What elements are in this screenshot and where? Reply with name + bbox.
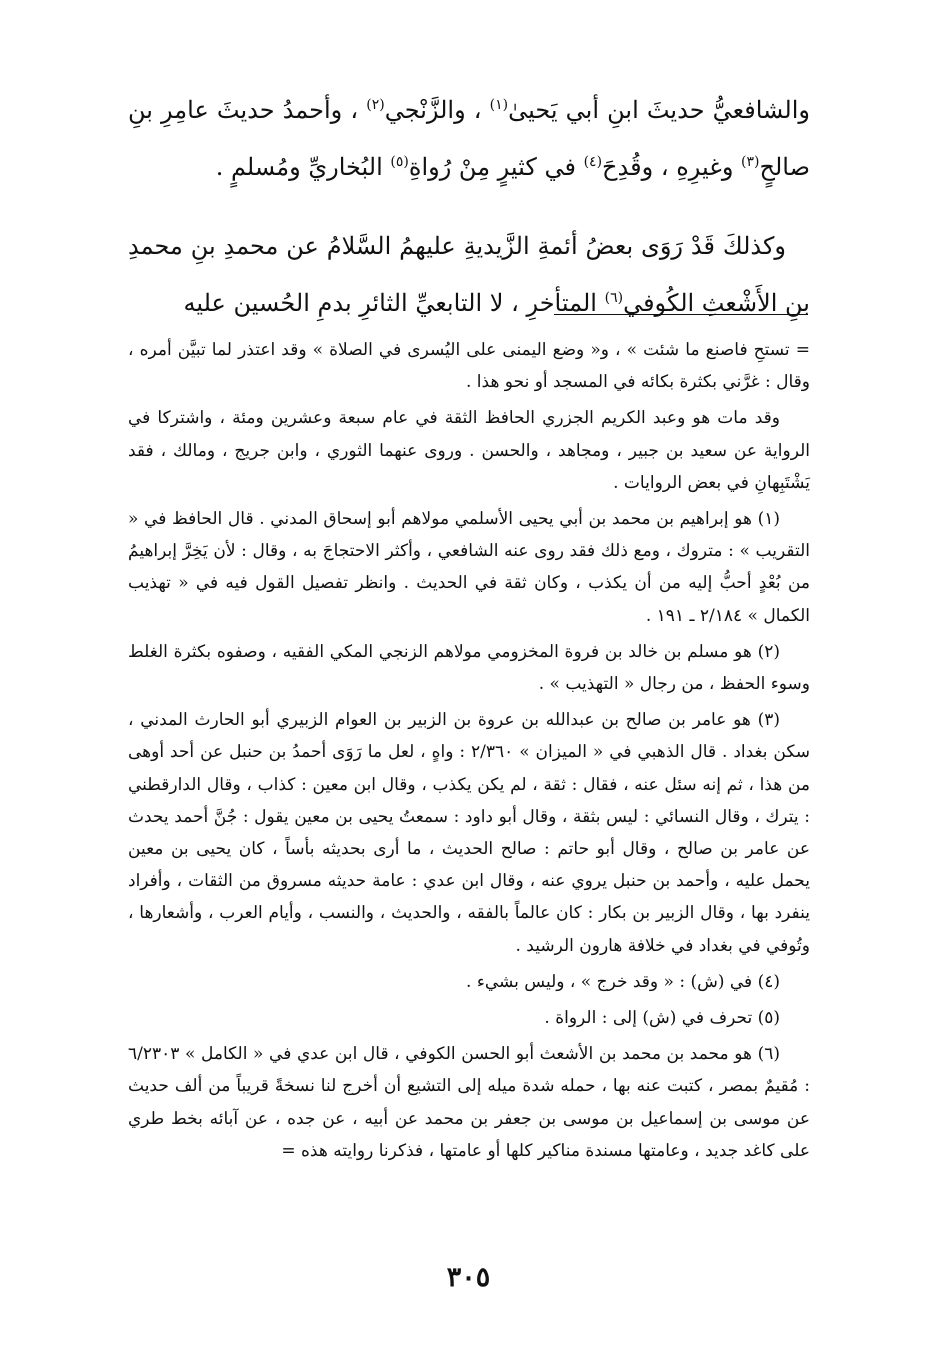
main-text-segment: ، والزَّنْجي [384, 96, 490, 124]
footnote-marker: (٣) [741, 154, 760, 170]
footnote-marker: (٤) [583, 154, 603, 170]
footnote-marker: (٦) [604, 290, 624, 306]
footnote-4: (٤) في (ش) : « وقد خرج » ، وليس بشيء . [466, 971, 780, 992]
main-text-segment: وغيرِهِ ، وقُدِحَ [602, 153, 742, 181]
main-text-segment: المتأخرِ ، لا التابعيِّ الثائرِ بدمِ الحُسين عليه [183, 289, 605, 317]
page-number: ٣٠٥ [446, 1262, 491, 1293]
footnote-6: (٦) هو محمد بن محمد بن الأشعث أبو الحسن الكوفي ، قال ابن عدي في « الكامل » ٦/٢٣٠٣ : مُقيمٌ بمصر ، كتبت عنه بها ، حمله شدة ميله إلى التشيع أن أخرج لنا نسخةً قريباً من ألف حديث عن موسى بن إسماعيل بن موسى بن جعفر بن محمد عن أبيه ، عن جده ، عن آبائه بخط طري على كاغد جديد ، وعامتها مسندة مناكير كلها أو عامتها ، فذكرنا روايته هذه = [128, 1044, 810, 1161]
main-text-segment: والشافعيُّ حديثَ ابنِ أبي يَحيىٰ [508, 96, 810, 124]
main-text [128, 82, 810, 332]
main-text-segment: ، وأحمدُ حديثَ عامِرِ بنِ صالحٍ [128, 96, 810, 181]
footnote-separator [554, 314, 808, 315]
footnote-marker: (٢) [366, 97, 385, 113]
footnote-5: (٥) تحرف في (ش) إلى : الرواة . [544, 1008, 780, 1029]
footnote-marker: (٥) [390, 154, 409, 170]
main-text-segment: وكذلكَ قَدْ رَوَى بعضُ أئمةِ الزَّيديةِ عليهمُ السَّلامُ عن محمدِ بنِ محمدِ بنِ الأَشْعثِ الكُوفي [128, 232, 810, 317]
footnote-1: (١) هو إبراهيم بن محمد بن أبي يحيى الأسلمي مولاهم أبو إسحاق المدني . قال الحافظ في « التقريب » : متروك ، ومع ذلك فقد روى عنه الشافعي ، وأكثر الاحتجاجَ به ، وقال : لأن يَخِرَّ إبراهيمُ من بُعْدٍ أحبُّ إليه من أن يكذب ، وكان ثقة في الحديث . وانظر تفصيل القول فيه في « تهذيب الكمال » ٢/١٨٤ ـ ١٩١ . [128, 509, 810, 626]
footnote-continuation: وقد مات هو وعبد الكريم الجزري الحافظ الثقة في عام سبعة وعشرين ومئة ، واشتركا في الرواية عن سعيد بن جبير ، ومجاهد ، والحسن . وروى عنهما الثوري ، وابن جريج ، ومالك ، فقد يَشْتَبِهانِ في بعض الروايات . [128, 408, 810, 493]
main-text-segment: في كثيرٍ مِنْ رُواةِ [408, 153, 584, 181]
footnote-continuation: = تستحِ فاصنع ما شئت » ، و« وضع اليمنى على اليُسرى في الصلاة » وقد اعتذر لما تبيَّن أمره ، وقال : غرَّني بكثرة بكائه في المسجد أو نحو هذا . [128, 340, 810, 393]
main-paragraph [128, 82, 810, 196]
main-text-segment: البُخاريِّ ومُسلمٍ . [215, 153, 391, 181]
footnote-3: (٣) هو عامر بن صالح بن عبدالله بن عروة بن الزبير بن العوام الزبيري أبو الحارث المدني ، سكن بغداد . قال الذهبي في « الميزان » ٢/٣٦٠ : واهٍ ، لعل ما رَوَى أحمدُ بن حنبل عن أحد أوهى من هذا ، ثم إنه سئل عنه ، فقال : ثقة ، لم يكن يكذب ، وقال ابن معين : كذاب ، وقال الدارقطني : يترك ، وقال النسائي : ليس بثقة ، وقال أبو داود : سمعتُ يحيى بن معين يقول : جُنَّ أحمد يحدث عن عامر بن صالح ، وقال أبو حاتم : صالح الحديث ، ما أرى بحديثه بأساً ، كان يحيى بن معين يحمل عليه ، وأحمد بن حنبل يروي عنه ، وقال ابن عدي : عامة حديثه مسروق من الثقات ، وأفراد ينفرد بها ، وقال الزبير بن بكار : كان عالماً بالفقه ، والحديث ، والنسب ، وأيام العرب ، وأشعارها ، وتُوفي في بغداد في خلافة هارون الرشيد . [128, 710, 810, 956]
footnote-2: (٢) هو مسلم بن خالد بن فروة المخزومي مولاهم الزنجي المكي الفقيه ، وصفوه بكثرة الغلط وسوء الحفظ ، من رجال « التهذيب » . [128, 641, 810, 695]
footnote-marker: (١) [489, 97, 509, 113]
footnotes [128, 334, 810, 1171]
